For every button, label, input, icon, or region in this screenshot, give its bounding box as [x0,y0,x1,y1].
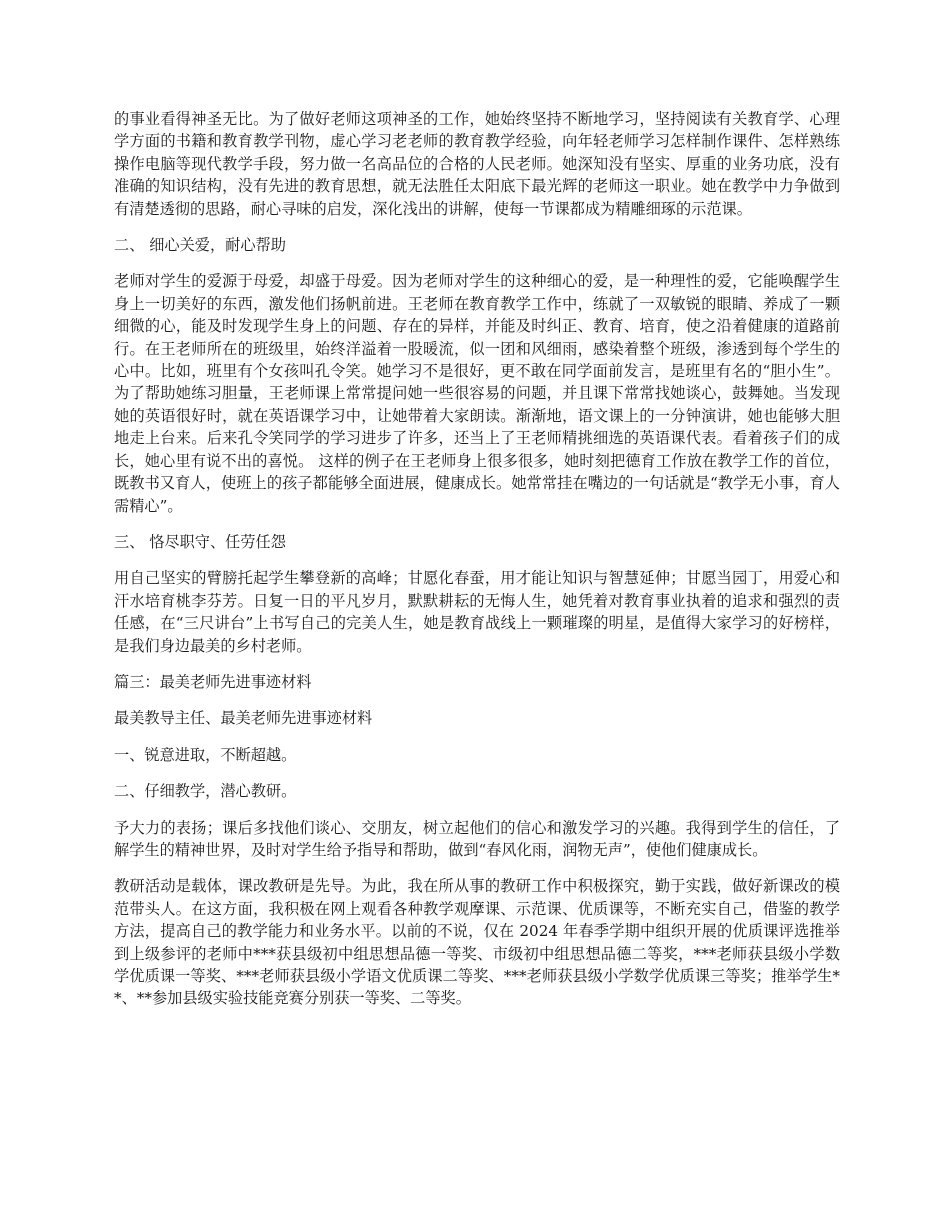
section-heading-duty: 三、 恪尽职守、任劳任怨 [114,532,286,551]
paragraph-care: 老师对学生的爱源于母爱，却盛于母爱。因为老师对学生的这种细心的爱，是一种理性的爱，它能唤醒学生身上一切美好的东西，激发他们扬帆前进。王老师在教育教学工作中，练就了一双敏锐的眼睛、养成了一颗细微的心，能及时发现学生身上的问题、存在的异样，并能及时纠正、教育、培育，使之沿着健康的道路前行。在王老师所在的班级里，始终洋溢着一股暖流，似一团和风细雨，感染着整个班级，渗透到每个学生的心中。比如，班里有个女孩叫孔令笑。她学习不是很好，更不敢在同学面前发言，是班里有名的“胆小生”。为了帮助她练习胆量，王老师课上常常提问她一些很容易的问题，并且课下常常找她谈心，鼓舞她。当发现她的英语很好时，就在英语课学习中，让她带着大家朗读。渐渐地，语文课上的一分钟演讲，她也能够大胆地走上台来。后来孔令笑同学的学习进步了许多，还当上了王老师精挑细选的英语课代表。看着孩子们的成长，她心里有说不出的喜悦。 这样的例子在王老师身上很多很多，她时刻把德育工作放在教学工作的首位，既教书又育人，使班上的孩子都能够全面进展，健康成长。她常常挂在嘴边的一句话就是“教学无小事，育人需精心”。 [114,272,840,515]
chapter-subtitle: 最美教导主任、最美老师先进事迹材料 [114,709,373,728]
paragraph-dedication: 的事业看得神圣无比。为了做好老师这项神圣的工作，她始终坚持不断地学习，坚持阅读有关教育学、心理学方面的书籍和教育教学刊物，虚心学习老老师的教育教学经验，向年轻老师学习怎样制作课件、怎样熟练操作电脑等现代教学手段，努力做一名高品位的合格的人民老师。她深知没有坚实、厚重的业务功底，没有准确的知识结构，没有先进的教育思想，就无法胜任太阳底下最光辉的老师这一职业。她在教学中力争做到有清楚透彻的思路，耐心寻味的启发，深化浅出的讲解，使每一节课都成为精雕细琢的示范课。 [114,110,840,218]
paragraph-students: 予大力的表扬；课后多找他们谈心、交朋友，树立起他们的信心和激发学习的兴趣。我得到学生的信任，了解学生的精神世界，及时对学生给予指导和帮助，做到“春风化雨，润物无声”，使他们健康成长。 [114,818,840,859]
section-heading-progress: 一、锐意进取，不断超越。 [114,745,297,764]
section-heading-care: 二、 细心关爱，耐心帮助 [114,236,286,255]
chapter-title: 篇三：最美老师先进事迹材料 [114,672,312,691]
paragraph-research: 教研活动是载体，课改教研是先导。为此，我在所从事的教研工作中积极探究，勤于实践，做好新课改的模范带头人。在这方面，我积极在网上观看各种教学观摩课、示范课、优质课等，不断充实自己，借鉴的教学方法，提高自己的教学能力和业务水平。以前的不说，仅在 2024 年春季学期中组织开展的优质课评选推举到上级参评的老师中***获县级初中组思想品德一等奖、市级初中组思想品德二等奖，***老师获县级小学数学优质课一等奖、***老师获县级小学语文优质课二等奖、***老师获县级小学数学优质课三等奖；推举学生**、**参加县级实验技能竞赛分别获一等奖、二等奖。 [114,877,840,1008]
paragraph-duty: 用自己坚实的臂膀托起学生攀登新的高峰；甘愿化春蚕，用才能让知识与智慧延伸；甘愿当园丁，用爱心和汗水培育桃李芬芳。日复一日的平凡岁月，默默耕耘的无悔人生，她凭着对教育事业执着的追求和强烈的责任感，在“三尺讲台”上书写自己的完美人生，她是教育战线上一颗璀璨的明星，是值得大家学习的好榜样，是我们身边最美的乡村老师。 [114,569,840,655]
section-heading-teaching: 二、仔细教学，潜心教研。 [114,782,297,801]
